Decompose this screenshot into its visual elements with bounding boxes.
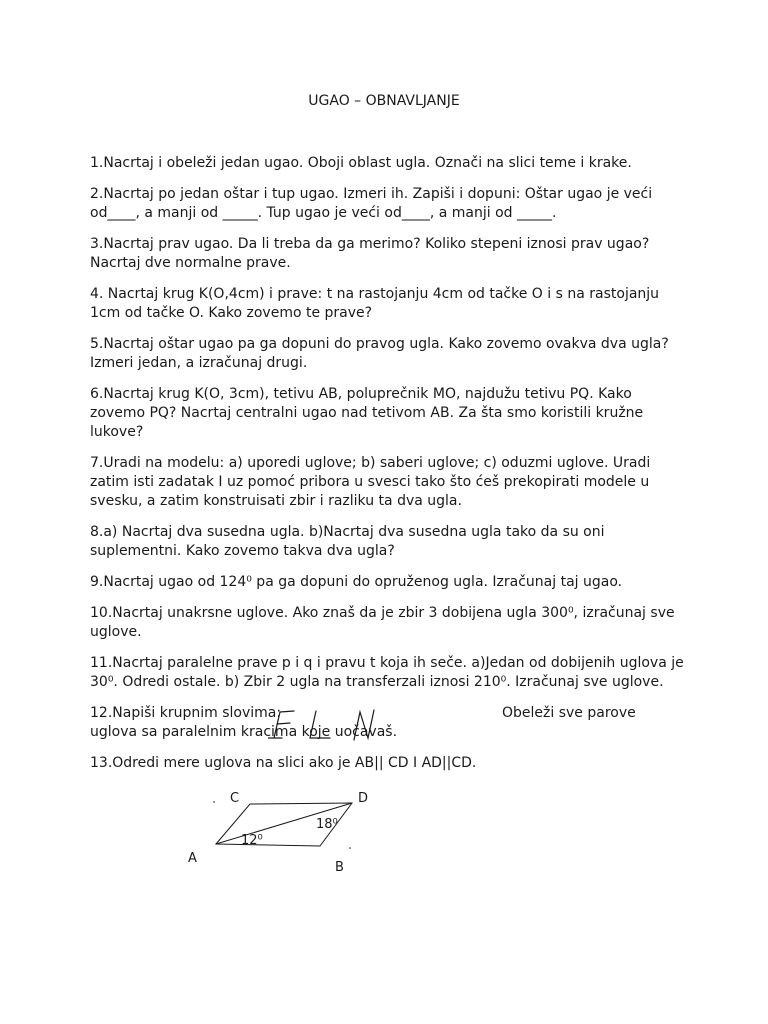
task-line: 2.Nacrtaj po jedan oštar i tup ugao. Izmeri ih. Zapiši i dopuni: Oštar ugao je veći [90, 186, 653, 202]
parallelogram-figure [180, 786, 400, 886]
task-line: 10.Nacrtaj unakrsne uglove. Ako znaš da je zbir 3 dobijena ugla 300⁰, izračunaj sve [90, 605, 675, 621]
task-line: uglova sa paralelnim kracima koje uočavaš. [90, 724, 398, 740]
task-line: zovemo PQ? Nacrtaj centralni ugao nad tetivom AB. Za šta smo koristili kružne [90, 405, 644, 421]
task-item [90, 185, 690, 223]
task-line: 6.Nacrtaj krug K(O, 3cm), tetivu AB, poluprečnik MO, najdužu tetivu PQ. Kako [90, 386, 632, 402]
angle-label-a: 12⁰ [241, 833, 263, 848]
task-item [90, 385, 690, 442]
task-line: 4. Nacrtaj krug K(O,4cm) i prave: t na rastojanju 4cm od tačke O i s na rastojanju [90, 286, 660, 302]
task-line: 7.Uradi na modelu: a) uporedi uglove; b) saberi uglove; c) oduzmi uglove. Uradi [90, 455, 651, 471]
task-line: 3.Nacrtaj prav ugao. Da li treba da ga merimo? Koliko stepeni iznosi prav ugao? [90, 236, 650, 252]
task-line: suplementni. Kako zovemo takva dva ugla? [90, 543, 395, 559]
task-line [90, 704, 690, 723]
task-line: 13.Odredi mere uglova na slici ako je AB|| CD I AD||CD. [90, 755, 477, 771]
task-item [90, 154, 690, 173]
task-item [90, 285, 690, 323]
task-item [90, 335, 690, 373]
task-line: 9.Nacrtaj ugao od 124⁰ pa ga dopuni do opruženog ugla. Izračunaj taj ugao. [90, 574, 623, 590]
task-line: lukove? [90, 424, 144, 440]
task-line: 11.Nacrtaj paralelne prave p i q i pravu t koja ih seče. a)Jedan od dobijenih uglova je [90, 655, 684, 671]
label-c: C [230, 791, 240, 806]
task-list [90, 154, 690, 785]
task-line: uglove. [90, 624, 142, 640]
label-b: B [335, 860, 344, 875]
task-12-part1: 12.Napiši krupnim slovima: [90, 705, 282, 721]
task-item [90, 573, 690, 592]
task-item [90, 604, 690, 642]
task-item [90, 523, 690, 561]
task-item-12 [90, 704, 690, 742]
task-line: 8.a) Nacrtaj dva susedna ugla. b)Nacrtaj dva susedna ugla tako da su oni [90, 524, 605, 540]
task-line: 30⁰. Odredi ostale. b) Zbir 2 ugla na transferzali iznosi 210⁰. Izračunaj sve uglove. [90, 674, 664, 690]
angle-label-d: 18⁰ [316, 817, 338, 832]
task-line: zatim isti zadatak I uz pomoć pribora u svesci tako što ćeš prekopirati modele u [90, 474, 650, 490]
task-line: svesku, a zatim konstruisati zbir i razliku ta dva ugla. [90, 493, 462, 509]
task-item [90, 235, 690, 273]
task-item [90, 654, 690, 692]
task-line: 1.Nacrtaj i obeleži jedan ugao. Oboji oblast ugla. Označi na slici teme i krake. [90, 155, 632, 171]
task-item-13 [90, 754, 690, 773]
label-a: A [188, 851, 197, 866]
task-item [90, 454, 690, 511]
task-12-part2: Obeleži sve parove [502, 705, 636, 721]
task-line: 1cm od tačke O. Kako zovemo te prave? [90, 305, 373, 321]
page-title: UGAO – OBNAVLJANJE [308, 93, 460, 109]
label-d: D [358, 791, 369, 806]
task-line: Izmeri jedan, a izračunaj drugi. [90, 355, 308, 371]
handwritten-letters [268, 708, 388, 748]
task-line: Nacrtaj dve normalne prave. [90, 255, 291, 271]
task-line: 5.Nacrtaj oštar ugao pa ga dopuni do pravog ugla. Kako zovemo ovakva dva ugla? [90, 336, 669, 352]
task-line: od____, a manji od _____. Tup ugao je veći od____, a manji od _____. [90, 205, 557, 221]
